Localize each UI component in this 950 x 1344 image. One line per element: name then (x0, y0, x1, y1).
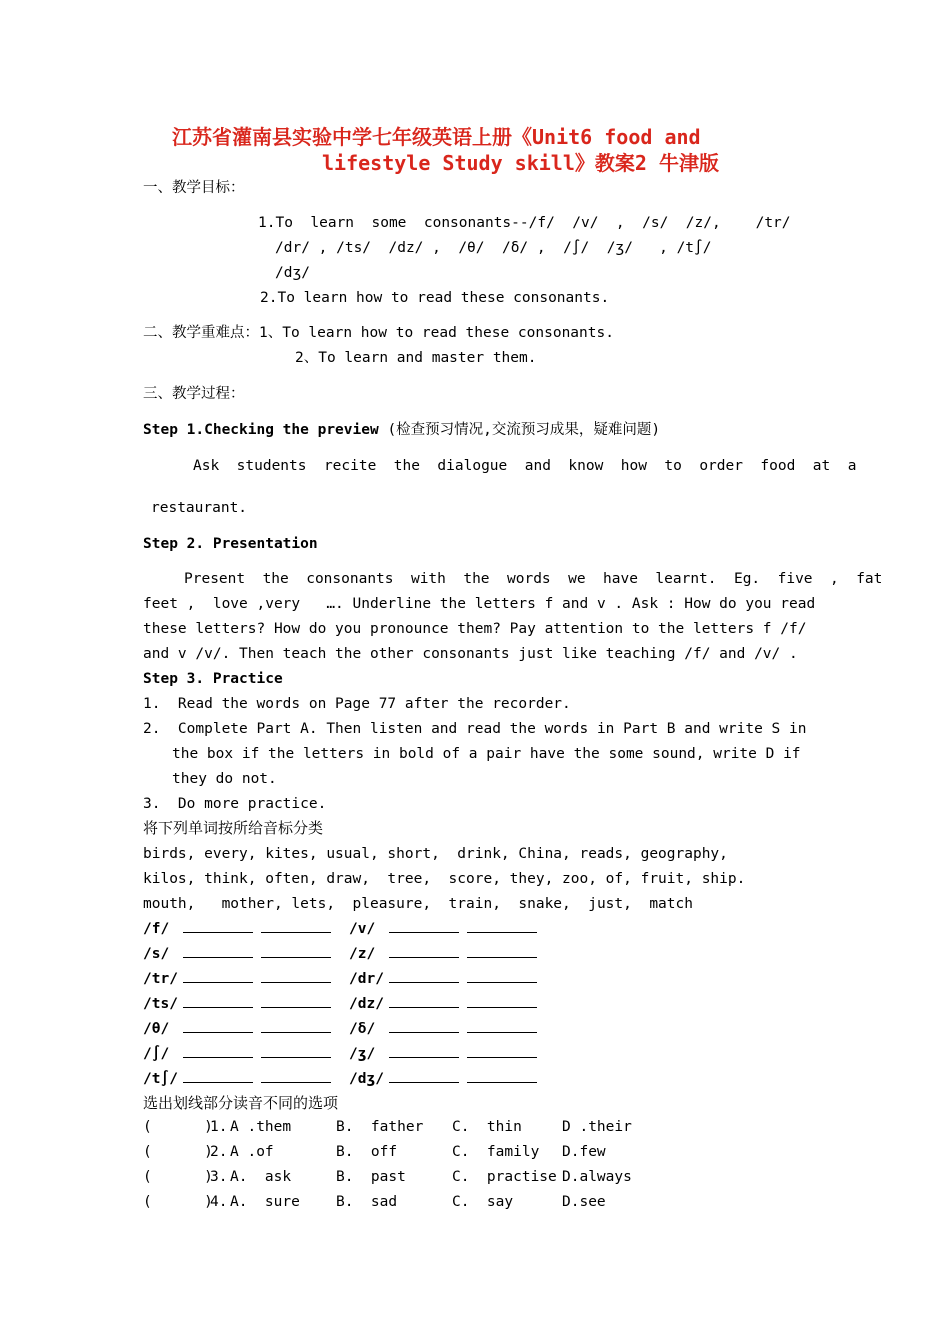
phoneme-right: /v/ (349, 921, 376, 937)
step-1-line-2: restaurant. (151, 500, 248, 516)
answer-paren[interactable]: ( ) (143, 1144, 213, 1160)
key-point-1: 1、To learn how to read these consonants. (259, 325, 614, 341)
step-2-line-4: and v /v/. Then teach the other consonants just like teaching /f/ and /v/ . (143, 646, 798, 662)
classify-row (143, 1043, 537, 1064)
answer-blank[interactable] (467, 1018, 537, 1033)
classify-row (143, 1068, 537, 1089)
key-points-heading: 二、教学重难点： (143, 325, 259, 341)
answer-blank[interactable] (183, 1018, 253, 1033)
option-num: 2. (210, 1144, 228, 1160)
phoneme-left: /s/ (143, 946, 170, 962)
phoneme-right: /dʒ/ (349, 1071, 384, 1087)
option-d: D.see (562, 1194, 606, 1210)
page-title-line-1: 江苏省灌南县实验中学七年级英语上册《Unit6 food and (172, 125, 701, 149)
option-a: A. ask (230, 1169, 292, 1185)
answer-blank[interactable] (467, 1043, 537, 1058)
answer-blank[interactable] (467, 943, 537, 958)
classify-row (143, 993, 537, 1014)
option-num: 1. (210, 1119, 228, 1135)
step-2-line-2: feet , love ,very …. Underline the letters f and v . Ask : How do you read (143, 596, 816, 612)
step-1-label: Step 1.Checking the preview (143, 422, 379, 438)
step-1-note: (检查预习情况,交流预习成果，疑难问题) (387, 422, 661, 438)
key-points (143, 323, 614, 343)
phoneme-right: /ʒ/ (349, 1046, 376, 1062)
phoneme-left: /ts/ (143, 996, 178, 1012)
answer-blank[interactable] (389, 968, 459, 983)
classify-instruction: 将下列单词按所给音标分类 (143, 819, 324, 837)
option-b: B. father (336, 1119, 424, 1135)
answer-blank[interactable] (261, 1018, 331, 1033)
answer-blank[interactable] (467, 993, 537, 1008)
answer-blank[interactable] (389, 943, 459, 958)
answer-blank[interactable] (183, 918, 253, 933)
answer-paren[interactable]: ( ) (143, 1169, 213, 1185)
answer-blank[interactable] (183, 943, 253, 958)
answer-blank[interactable] (183, 993, 253, 1008)
classify-row (143, 918, 537, 939)
objective-1-line-a: 1.To learn some consonants--/f/ /v/ , /s/ /z/, /tr/ (258, 215, 791, 231)
step-3-item-2-line-c: they do not. (172, 771, 277, 787)
option-a: A .of (230, 1144, 274, 1160)
step-3-item-2-line-a: 2. Complete Part A. Then listen and read the words in Part B and write S in (143, 721, 807, 737)
answer-paren[interactable]: ( ) (143, 1194, 213, 1210)
answer-blank[interactable] (261, 993, 331, 1008)
objectives-heading: 一、教学目标： (143, 180, 245, 196)
step-3-label: Step 3. Practice (143, 671, 283, 687)
answer-blank[interactable] (261, 918, 331, 933)
objective-1-line-c: /dʒ/ (275, 265, 310, 281)
answer-blank[interactable] (183, 968, 253, 983)
answer-blank[interactable] (261, 1043, 331, 1058)
answer-blank[interactable] (467, 968, 537, 983)
phoneme-right: /z/ (349, 946, 376, 962)
step-3-item-2-line-b: the box if the letters in bold of a pair have the some sound, write D if (172, 746, 801, 762)
phoneme-left: /∫/ (143, 1046, 170, 1062)
classify-words-line-3: mouth, mother, lets, pleasure, train, snake, just, match (143, 896, 693, 912)
process-heading: 三、教学过程： (143, 386, 245, 402)
option-c: C. family (452, 1144, 540, 1160)
step-1 (143, 420, 660, 440)
step-2-line-1: Present the consonants with the words we have learnt. Eg. five , fat (184, 571, 883, 587)
phoneme-right: /dz/ (349, 996, 384, 1012)
answer-blank[interactable] (261, 943, 331, 958)
answer-blank[interactable] (183, 1043, 253, 1058)
answer-blank[interactable] (183, 1068, 253, 1083)
step-3-item-1: 1. Read the words on Page 77 after the recorder. (143, 696, 571, 712)
page-title-line-2: lifestyle Study skill》教案2 牛津版 (322, 151, 719, 175)
option-b: B. sad (336, 1194, 398, 1210)
option-c: C. practise (452, 1169, 557, 1185)
phoneme-left: /t∫/ (143, 1071, 178, 1087)
step-2-label: Step 2. Presentation (143, 536, 318, 552)
step-1-line-1: Ask students recite the dialogue and know how to order food at a (193, 458, 857, 474)
option-num: 4. (210, 1194, 228, 1210)
choose-instruction: 选出划线部分读音不同的选项 (143, 1094, 339, 1112)
option-c: C. say (452, 1194, 514, 1210)
answer-paren[interactable]: ( ) (143, 1119, 213, 1135)
phoneme-left: /f/ (143, 921, 170, 937)
classify-row (143, 943, 537, 964)
step-2-line-3: these letters? How do you pronounce them? Pay attention to the letters f /f/ (143, 621, 807, 637)
classify-row (143, 968, 537, 989)
answer-blank[interactable] (261, 968, 331, 983)
classify-words-line-1: birds, every, kites, usual, short, drink, China, reads, geography, (143, 846, 728, 862)
answer-blank[interactable] (389, 1068, 459, 1083)
option-d: D.always (562, 1169, 632, 1185)
answer-blank[interactable] (261, 1068, 331, 1083)
answer-blank[interactable] (389, 918, 459, 933)
option-b: B. past (336, 1169, 406, 1185)
step-3-item-3: 3. Do more practice. (143, 796, 327, 812)
option-a: A. sure (230, 1194, 300, 1210)
answer-blank[interactable] (467, 1068, 537, 1083)
classify-words-line-2: kilos, think, often, draw, tree, score, they, zoo, of, fruit, ship. (143, 871, 746, 887)
option-a: A .them (230, 1119, 292, 1135)
phoneme-left: /tr/ (143, 971, 178, 987)
answer-blank[interactable] (467, 918, 537, 933)
option-b: B. off (336, 1144, 398, 1160)
option-num: 3. (210, 1169, 228, 1185)
phoneme-right: /dr/ (349, 971, 384, 987)
answer-blank[interactable] (389, 1043, 459, 1058)
answer-blank[interactable] (389, 993, 459, 1008)
objective-2: 2.To learn how to read these consonants. (260, 290, 610, 306)
option-c: C. thin (452, 1119, 522, 1135)
phoneme-left: /θ/ (143, 1021, 170, 1037)
objective-1-line-b: /dr/ , /ts/ /dz/ , /θ/ /δ/ , /∫/ /ʒ/ , /t∫/ (275, 240, 712, 256)
option-d: D.few (562, 1144, 606, 1160)
key-point-2: 2、To learn and master them. (295, 350, 537, 366)
phoneme-right: /δ/ (349, 1021, 376, 1037)
answer-blank[interactable] (389, 1018, 459, 1033)
option-d: D .their (562, 1119, 632, 1135)
classify-row (143, 1018, 537, 1039)
